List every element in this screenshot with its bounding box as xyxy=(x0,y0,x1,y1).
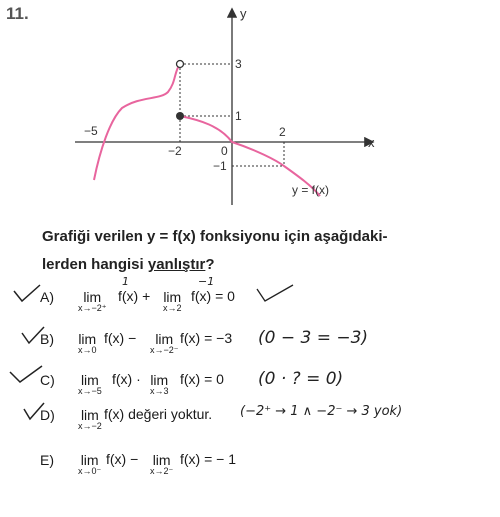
x-tick-minus2: −2 xyxy=(168,144,182,158)
stem-line-1: Grafiği verilen y = f(x) fonksiyonu için aşağıdaki- xyxy=(42,228,388,245)
curve-label: y = f(x) xyxy=(292,183,330,197)
x-tick-2: 2 xyxy=(279,125,286,139)
y-tick-minus1: −1 xyxy=(213,159,227,173)
y-tick-1: 1 xyxy=(235,109,242,123)
option-a[interactable]: A) lim x→−2⁺ 1 f(x) + lim x→2 −1 f(x) = 0 xyxy=(0,287,500,321)
option-e[interactable]: E) lim x→0⁻ f(x) − lim x→2⁻ f(x) = − 1 xyxy=(40,451,237,476)
handwritten-note-2: −1 xyxy=(198,275,215,288)
handwritten-note: (0 · ? = 0) xyxy=(258,369,344,389)
function-graph xyxy=(0,0,500,220)
check-mark-icon xyxy=(255,283,295,305)
question-number: 11. xyxy=(6,4,29,23)
check-mark-icon xyxy=(8,364,44,386)
handwritten-note-1: 1 xyxy=(122,275,129,288)
check-mark-icon xyxy=(12,283,42,305)
stem-line-2: lerden hangisi yanlıştır? xyxy=(42,256,215,273)
x-tick-0: 0 xyxy=(221,144,228,158)
open-point xyxy=(177,61,184,68)
y-axis-label: y xyxy=(240,6,247,21)
closed-point xyxy=(176,112,184,120)
curve-left xyxy=(94,64,180,180)
option-b[interactable]: B) lim x→0 f(x) − lim x→−2⁻ f(x) = −3 (0 − 3 = −3) xyxy=(0,329,500,363)
option-d[interactable]: D) lim x→−2 f(x) değeri yoktur. (−2⁺ → 1 ∧ −2⁻ → 3 yok) xyxy=(0,405,500,439)
x-axis-label: x xyxy=(368,135,375,150)
handwritten-note: (−2⁺ → 1 ∧ −2⁻ → 3 yok) xyxy=(240,404,403,419)
question-stem xyxy=(42,223,462,279)
x-tick-minus5: −5 xyxy=(84,124,98,138)
stem-underlined-word: yanlıştır xyxy=(147,256,206,273)
handwritten-note: (0 − 3 = −3) xyxy=(258,328,369,348)
option-c[interactable]: C) lim x→−5 f(x) · lim x→3 f(x) = 0 (0 · ? = 0) xyxy=(0,370,500,404)
y-tick-3: 3 xyxy=(235,57,242,71)
